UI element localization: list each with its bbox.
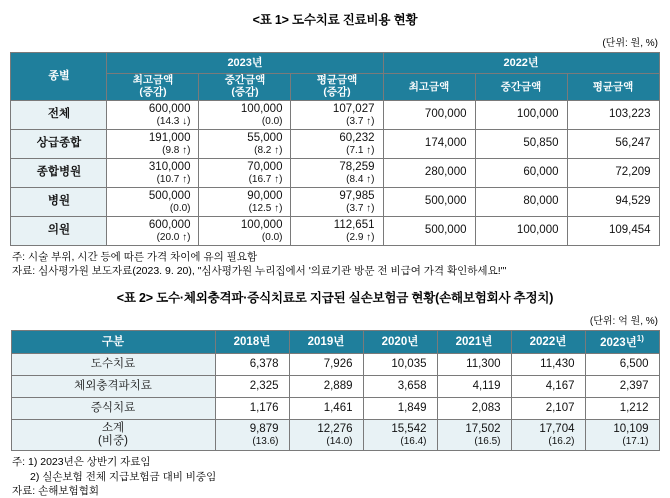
table2-cell bbox=[289, 354, 363, 376]
cell-main: 1,176 bbox=[249, 402, 279, 415]
table2-total-cell bbox=[289, 420, 363, 451]
table-row bbox=[11, 217, 659, 246]
table2-title: <표 2> 도수·체외충격파·증식치료로 지급된 실손보험금 현황(손해보험회사 추정치) bbox=[116, 291, 554, 306]
cell-main: 1,849 bbox=[397, 402, 427, 415]
table2-cell bbox=[437, 398, 511, 420]
table2-cell bbox=[437, 376, 511, 398]
table2-year-2019: 2019년 bbox=[289, 331, 363, 354]
table2-note-3: 자료: 손해보험협회 bbox=[12, 484, 99, 497]
cell-main: 280,000 bbox=[424, 166, 467, 179]
table2-total-cell bbox=[437, 420, 511, 451]
cell-sub: (3.7 ↑) bbox=[346, 202, 375, 214]
cell-main: 55,000 bbox=[247, 132, 283, 145]
cell-sub: (7.1 ↑) bbox=[346, 144, 375, 156]
cell-sub: (10.7 ↑) bbox=[156, 173, 191, 185]
table1-cell bbox=[383, 188, 475, 217]
table1-cell bbox=[567, 217, 659, 246]
cell-main: 1,212 bbox=[619, 402, 649, 415]
cell-main: 60,232 bbox=[339, 132, 375, 145]
cell-main: 1,461 bbox=[323, 402, 353, 415]
cell-main: 10,109 bbox=[613, 422, 649, 435]
table2-row-label: 도수치료 bbox=[11, 354, 215, 376]
table1-head bbox=[11, 53, 659, 101]
table1-sub-2023-avg bbox=[291, 74, 383, 101]
cell-sub: (9.8 ↑) bbox=[162, 144, 191, 156]
cell-sub: (14.3 ↓) bbox=[156, 115, 191, 127]
table2-cell bbox=[363, 354, 437, 376]
table1-cell bbox=[567, 159, 659, 188]
cell-main: 2,397 bbox=[619, 380, 649, 393]
cell-main: 10,035 bbox=[391, 358, 427, 371]
table2-note-2: 2) 실손보험 전체 지급보험금 대비 비중임 bbox=[30, 470, 217, 483]
table1-group-2023: 2023년 bbox=[107, 53, 383, 74]
table2-head bbox=[11, 331, 659, 354]
cell-main: 12,276 bbox=[317, 422, 353, 435]
cell-main: 50,850 bbox=[523, 137, 559, 150]
table2-col-label: 구분 bbox=[11, 331, 215, 354]
table2-cell bbox=[511, 354, 585, 376]
table1-row-label: 병원 bbox=[11, 188, 107, 217]
table1-sub-2022-max: 최고금액 bbox=[383, 74, 475, 101]
table2-total-label-l2: (비중) bbox=[98, 435, 128, 448]
table1-sub-2022-avg: 평균금액 bbox=[567, 74, 659, 101]
table1-cell bbox=[107, 101, 199, 130]
table1-cell bbox=[567, 188, 659, 217]
cell-main: 15,542 bbox=[391, 422, 427, 435]
table2-total-cell bbox=[215, 420, 289, 451]
cell-sub: (0.0) bbox=[261, 115, 283, 127]
cell-main: 600,000 bbox=[148, 219, 191, 232]
table1 bbox=[10, 52, 659, 246]
cell-main: 80,000 bbox=[523, 195, 559, 208]
cell-sub: (16.7 ↑) bbox=[248, 173, 283, 185]
cell-main: 90,000 bbox=[247, 190, 283, 203]
cell-sub: (16.4) bbox=[400, 436, 427, 448]
table1-col-label: 종별 bbox=[11, 53, 107, 101]
cell-main: 174,000 bbox=[424, 137, 467, 150]
cell-main: 17,704 bbox=[539, 422, 575, 435]
table1-cell bbox=[383, 101, 475, 130]
cell-main: 11,430 bbox=[540, 358, 575, 371]
table1-cell bbox=[475, 101, 567, 130]
table2-year-2018: 2018년 bbox=[215, 331, 289, 354]
table1-body bbox=[11, 101, 659, 246]
table1-cell bbox=[199, 159, 291, 188]
table2-cell bbox=[363, 398, 437, 420]
table1-sub-2023-avg-l1: 평균금액 bbox=[316, 74, 358, 87]
table1-row-label: 상급종합 bbox=[11, 130, 107, 159]
cell-main: 7,926 bbox=[323, 358, 353, 371]
table1-cell bbox=[291, 101, 383, 130]
cell-main: 100,000 bbox=[240, 219, 283, 232]
cell-sub: (3.7 ↑) bbox=[346, 115, 375, 127]
table-row bbox=[11, 101, 659, 130]
table1-row-label: 종합병원 bbox=[11, 159, 107, 188]
cell-main: 9,879 bbox=[249, 422, 279, 435]
cell-main: 2,325 bbox=[249, 380, 279, 393]
cell-main: 600,000 bbox=[148, 103, 191, 116]
table-row bbox=[11, 354, 659, 376]
table2-note-1: 주: 1) 2023년은 상반기 자료임 bbox=[12, 456, 151, 469]
table1-sub-2023-max-l1: 최고금액 bbox=[132, 74, 174, 87]
cell-main: 2,889 bbox=[323, 380, 353, 393]
cell-main: 70,000 bbox=[247, 161, 283, 174]
cell-sub: (8.4 ↑) bbox=[346, 173, 375, 185]
table1-sub-2023-avg-l2: (증감) bbox=[323, 86, 351, 98]
table1-cell bbox=[475, 217, 567, 246]
cell-main: 97,985 bbox=[339, 190, 375, 203]
table2-row-label: 증식치료 bbox=[11, 398, 215, 420]
table1-sub-2023-mid-l2: (증감) bbox=[231, 86, 259, 98]
table-row bbox=[11, 130, 659, 159]
table1-cell bbox=[475, 188, 567, 217]
table1-note-1: 주: 시술 부위, 시간 등에 따른 가격 차이에 유의 필요함 bbox=[12, 251, 258, 263]
table2-cell bbox=[585, 376, 659, 398]
cell-main: 17,502 bbox=[465, 422, 501, 435]
table1-cell bbox=[567, 130, 659, 159]
table1-cell bbox=[199, 217, 291, 246]
table1-sub-2023-max bbox=[107, 74, 199, 101]
table1-sub-2023-mid-l1: 중간금액 bbox=[224, 74, 266, 87]
table2-cell bbox=[437, 354, 511, 376]
cell-main: 3,658 bbox=[397, 380, 427, 393]
cell-main: 6,378 bbox=[249, 358, 279, 371]
table1-unit: (단위: 원, %) bbox=[602, 38, 658, 49]
cell-sub: (0.0) bbox=[169, 202, 191, 214]
table2-cell bbox=[511, 398, 585, 420]
table1-cell bbox=[291, 188, 383, 217]
table2-cell bbox=[215, 398, 289, 420]
table2-year-2023-label: 2023년 bbox=[600, 337, 637, 350]
cell-sub: (8.2 ↑) bbox=[254, 144, 283, 156]
cell-main: 78,259 bbox=[339, 161, 375, 174]
cell-main: 310,000 bbox=[148, 161, 191, 174]
cell-sub: (16.2) bbox=[548, 436, 575, 448]
table-row bbox=[11, 376, 659, 398]
table2-cell bbox=[511, 376, 585, 398]
cell-sub: (12.5 ↑) bbox=[248, 202, 283, 214]
table1-cell bbox=[567, 101, 659, 130]
table2-notes bbox=[12, 455, 660, 498]
table2-cell bbox=[289, 376, 363, 398]
cell-sub: (13.6) bbox=[252, 436, 279, 448]
cell-main: 11,300 bbox=[466, 358, 501, 371]
table2-year-2022: 2022년 bbox=[511, 331, 585, 354]
cell-sub: (14.0) bbox=[326, 436, 353, 448]
table2-cell bbox=[215, 354, 289, 376]
table2-total-cell bbox=[585, 420, 659, 451]
cell-main: 500,000 bbox=[148, 190, 191, 203]
table1-notes bbox=[12, 250, 660, 278]
table2-cell bbox=[585, 354, 659, 376]
table1-cell bbox=[291, 130, 383, 159]
table1-cell bbox=[291, 159, 383, 188]
table1-sub-2022-mid: 중간금액 bbox=[475, 74, 567, 101]
table-row-total bbox=[11, 420, 659, 451]
cell-main: 191,000 bbox=[148, 132, 191, 145]
table2-total-label-l1: 소계 bbox=[101, 422, 125, 435]
table1-group-2022: 2022년 bbox=[383, 53, 659, 74]
cell-main: 100,000 bbox=[240, 103, 283, 116]
table1-cell bbox=[199, 130, 291, 159]
cell-main: 500,000 bbox=[424, 224, 467, 237]
table2 bbox=[11, 330, 660, 451]
table1-cell bbox=[199, 188, 291, 217]
table2-total-cell bbox=[511, 420, 585, 451]
table-row bbox=[11, 398, 659, 420]
table2-cell bbox=[215, 376, 289, 398]
table2-year-2023-footnote-marker: 1) bbox=[636, 334, 644, 344]
table1-cell bbox=[383, 159, 475, 188]
cell-main: 2,083 bbox=[471, 402, 501, 415]
table-row bbox=[11, 188, 659, 217]
cell-main: 109,454 bbox=[608, 224, 651, 237]
cell-main: 94,529 bbox=[615, 195, 651, 208]
cell-main: 100,000 bbox=[516, 108, 559, 121]
cell-main: 60,000 bbox=[523, 166, 559, 179]
table1-row-label: 의원 bbox=[11, 217, 107, 246]
table2-year-2020: 2020년 bbox=[363, 331, 437, 354]
table1-cell bbox=[383, 130, 475, 159]
table1-row-label: 전체 bbox=[11, 101, 107, 130]
table1-cell bbox=[199, 101, 291, 130]
table1-sub-2023-mid bbox=[199, 74, 291, 101]
table2-row-label: 체외충격파치료 bbox=[11, 376, 215, 398]
table1-cell bbox=[383, 217, 475, 246]
cell-main: 6,500 bbox=[619, 358, 649, 371]
cell-main: 4,119 bbox=[472, 380, 501, 393]
cell-main: 500,000 bbox=[424, 195, 467, 208]
cell-main: 107,027 bbox=[332, 103, 375, 116]
table1-title: <표 1> 도수치료 진료비용 현황 bbox=[252, 13, 418, 27]
cell-sub: (17.1) bbox=[622, 436, 649, 448]
table1-cell bbox=[107, 159, 199, 188]
table2-body bbox=[11, 354, 659, 451]
table1-cell bbox=[107, 188, 199, 217]
cell-sub: (0.0) bbox=[261, 231, 283, 243]
cell-main: 100,000 bbox=[516, 224, 559, 237]
table2-unit: (단위: 억 원, %) bbox=[589, 316, 658, 328]
cell-main: 56,247 bbox=[615, 137, 651, 150]
table2-cell bbox=[289, 398, 363, 420]
table1-cell bbox=[107, 130, 199, 159]
table1-cell bbox=[107, 217, 199, 246]
table2-cell bbox=[363, 376, 437, 398]
table2-total-label bbox=[11, 420, 215, 451]
table-row bbox=[11, 159, 659, 188]
table1-cell bbox=[475, 159, 567, 188]
cell-main: 112,651 bbox=[333, 219, 375, 232]
table2-cell bbox=[585, 398, 659, 420]
cell-sub: (20.0 ↑) bbox=[156, 231, 191, 243]
table1-cell bbox=[475, 130, 567, 159]
cell-sub: (2.9 ↑) bbox=[346, 231, 375, 243]
cell-main: 4,167 bbox=[545, 380, 575, 393]
cell-main: 103,223 bbox=[608, 108, 651, 121]
table1-note-2: 자료: 심사평가원 보도자료(2023. 9. 20), "심사평가원 누리집에서 '의료기관 방문 전 비급여 가격 확인하세요!'" bbox=[12, 265, 507, 278]
cell-main: 700,000 bbox=[424, 108, 467, 121]
table2-year-2023 bbox=[585, 331, 659, 354]
table1-sub-2023-max-l2: (증감) bbox=[139, 86, 167, 98]
cell-main: 72,209 bbox=[615, 166, 651, 179]
cell-main: 2,107 bbox=[545, 402, 575, 415]
table2-total-cell bbox=[363, 420, 437, 451]
cell-sub: (16.5) bbox=[474, 436, 501, 448]
table2-year-2021: 2021년 bbox=[437, 331, 511, 354]
table1-cell bbox=[291, 217, 383, 246]
